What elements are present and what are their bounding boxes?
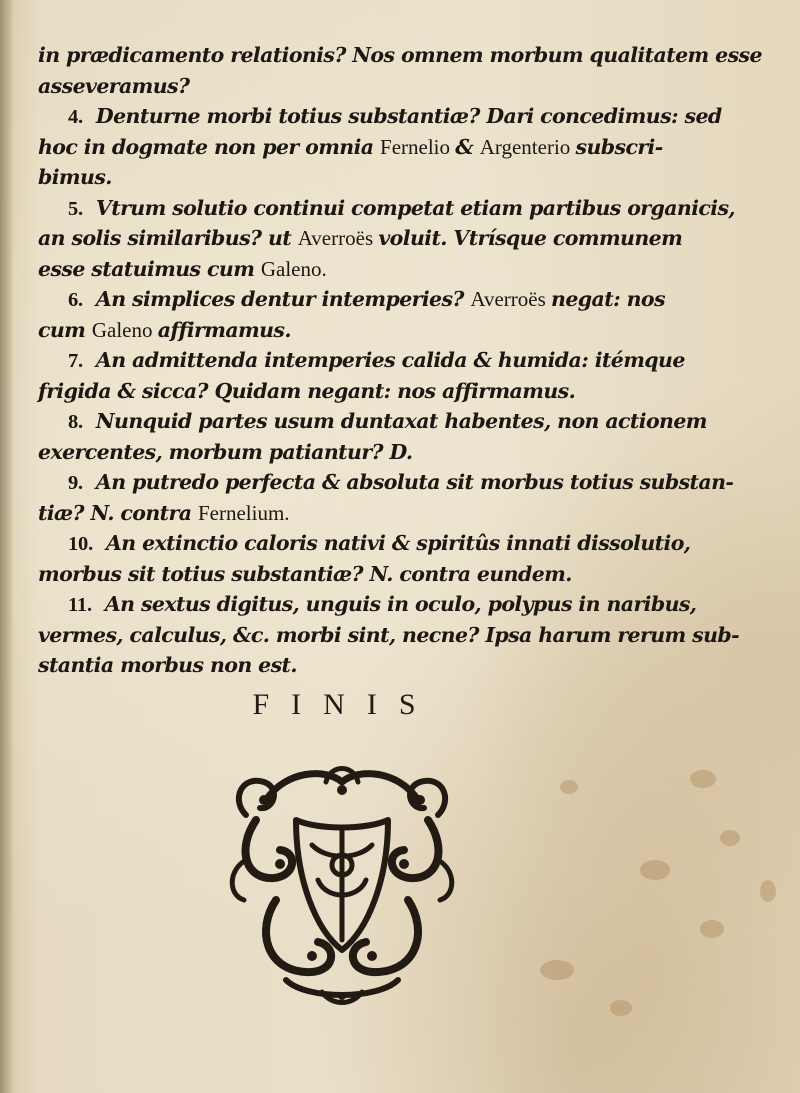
item-number: 10. — [68, 533, 98, 555]
text-segment: An simplices dentur intemperies? — [95, 287, 471, 311]
text-line — [38, 345, 685, 376]
item-number: 5. — [68, 197, 88, 220]
text-segment: stantia morbus non est. — [38, 653, 297, 677]
foxing-stain — [700, 920, 724, 938]
text-segment: Galeno. — [260, 256, 327, 281]
text-line — [38, 559, 668, 590]
text-line — [38, 101, 722, 132]
text-segment: cum — [38, 317, 92, 342]
foxing-stain — [690, 770, 716, 788]
text-segment: voluit. Vtrísque communem — [378, 226, 683, 250]
text-line — [38, 71, 668, 102]
text-line — [38, 223, 683, 254]
text-line — [38, 284, 668, 315]
foxing-stain — [760, 880, 776, 902]
item-number: 11. — [68, 594, 97, 616]
text-segment: Vtrum solutio continui competat etiam partibus organicis, — [95, 195, 735, 220]
text-line — [38, 650, 668, 681]
text-line — [38, 467, 734, 498]
text-line — [38, 589, 697, 620]
text-line — [38, 406, 707, 437]
text-segment: esse statuimus cum — [38, 256, 261, 281]
text-segment: Averroës — [297, 226, 379, 250]
text-segment: vermes, calculus, &c. morbi sint, necne? Ipsa harum rerum sub- — [38, 622, 740, 647]
foxing-stain — [640, 860, 670, 880]
text-segment: bimus. — [38, 165, 112, 189]
foxing-stain — [560, 780, 578, 794]
text-segment: Averroës — [470, 287, 552, 311]
text-segment: An admittenda intemperies calida & humida: itémque — [95, 348, 685, 372]
foxing-stain — [610, 1000, 632, 1016]
text-line — [38, 193, 735, 224]
text-segment: An putredo perfecta & absoluta sit morbus totius substan- — [95, 470, 734, 494]
text-line — [38, 162, 668, 193]
text-segment: Argenterio — [479, 134, 576, 159]
text-segment: exercentes, morbum patiantur? D. — [38, 439, 413, 464]
text-segment: frigida & sicca? Quidam negant: nos affirmamus. — [38, 378, 576, 403]
item-number: 7. — [68, 350, 88, 372]
foxing-stain — [720, 830, 740, 846]
text-segment: An sextus digitus, unguis in oculo, polypus in naribus, — [104, 592, 697, 616]
item-number: 4. — [68, 106, 88, 128]
text-line — [38, 132, 668, 163]
text-segment: Nunquid partes usum duntaxat habentes, non actionem — [95, 409, 707, 433]
text-line — [38, 528, 691, 559]
floral-tailpiece-ornament-icon — [226, 760, 458, 1008]
item-number: 9. — [68, 472, 88, 494]
text-line — [38, 620, 740, 651]
finis-heading: FINIS — [252, 688, 438, 721]
text-segment: an solis similaribus? ut — [38, 226, 298, 250]
text-segment: Denturne morbi totius substantiæ? Dari concedimus: sed — [95, 104, 722, 128]
text-segment: An extinctio caloris nativi & spiritûs innati dissolutio, — [105, 531, 691, 555]
text-segment: tiæ? N. contra — [38, 500, 198, 525]
text-segment: affirmamus. — [157, 317, 291, 342]
text-line — [38, 254, 668, 285]
text-segment: hoc in dogmate non per omnia — [38, 134, 381, 159]
text-segment: & — [455, 134, 480, 159]
text-segment: asseveramus? — [38, 73, 190, 98]
text-segment: Galeno — [91, 317, 158, 342]
text-line — [38, 40, 762, 71]
item-number: 6. — [68, 289, 88, 311]
text-segment: negat: nos — [551, 287, 665, 311]
text-segment: morbus sit totius substantiæ? N. contra eundem. — [38, 561, 572, 586]
text-line — [38, 376, 668, 407]
text-segment: Fernelio — [380, 134, 456, 159]
text-line — [38, 437, 668, 468]
text-segment: subscri- — [575, 134, 663, 159]
page-gutter-shadow — [0, 0, 14, 1093]
body-text — [38, 40, 762, 681]
text-segment: in prædicamento relationis? Nos omnem morbum qualitatem esse — [38, 43, 762, 67]
text-line — [38, 315, 668, 346]
item-number: 8. — [68, 411, 88, 433]
text-line — [38, 498, 668, 529]
text-segment: Fernelium. — [197, 500, 290, 525]
foxing-stain — [540, 960, 574, 980]
